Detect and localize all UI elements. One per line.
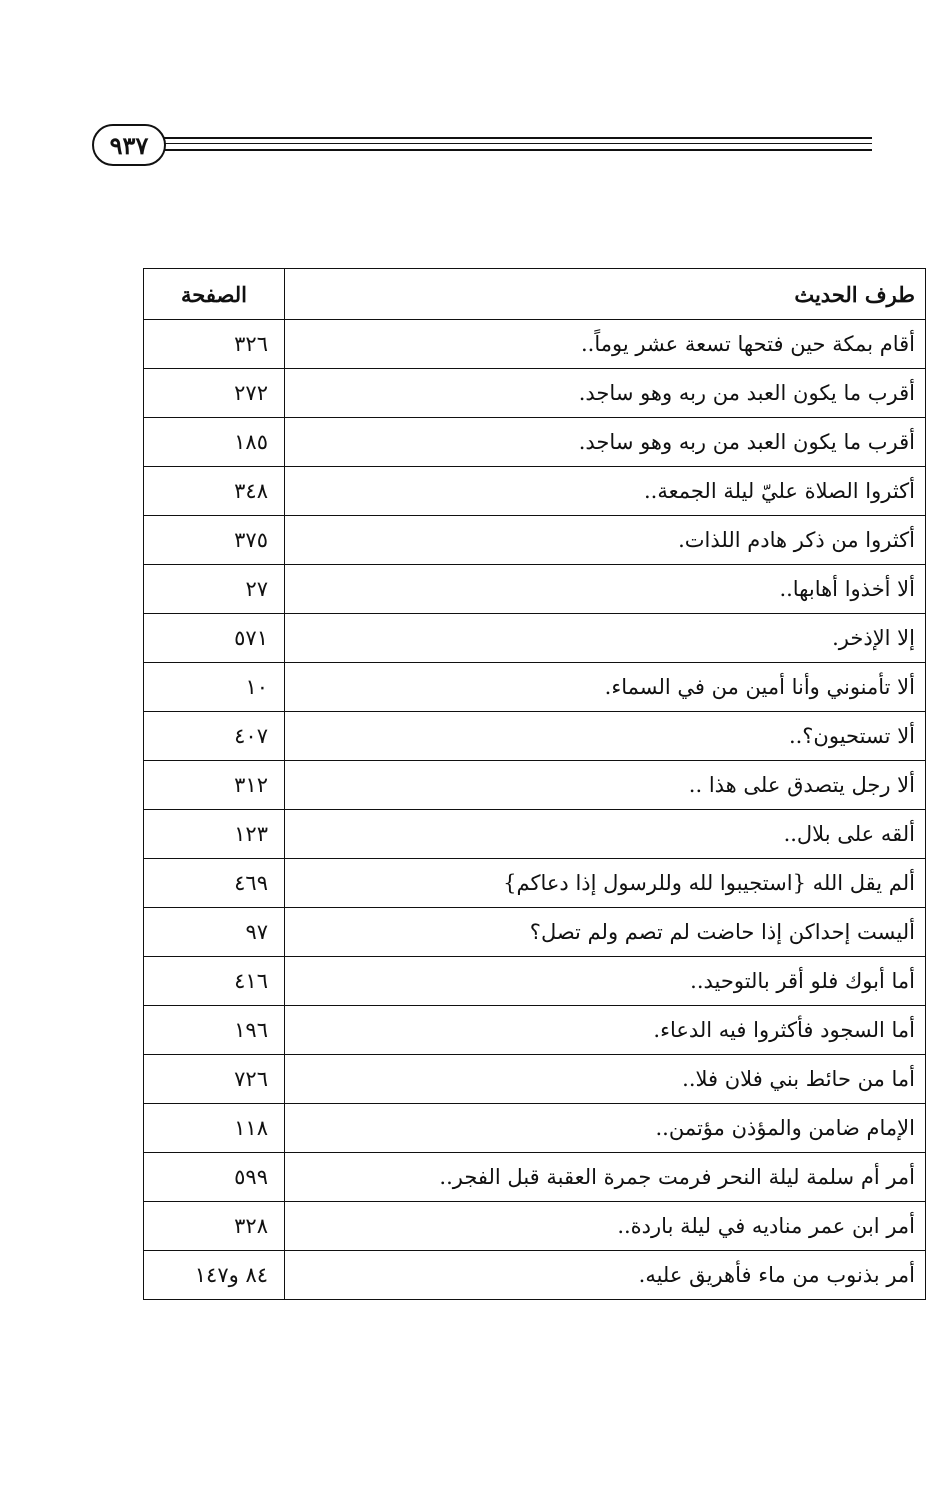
table-row: [144, 1104, 926, 1153]
table-row: [144, 565, 926, 614]
table-row: [144, 761, 926, 810]
page-number-cell: ٣١٢: [144, 761, 285, 810]
table-row: [144, 908, 926, 957]
header-rule: [160, 149, 872, 151]
page-number: ٩٣٧: [92, 124, 166, 166]
page-number-cell: ١١٨: [144, 1104, 285, 1153]
hadith-text-cell: أمر أم سلمة ليلة النحر فرمت جمرة العقبة قبل الفجر..: [285, 1153, 926, 1202]
page-header: [92, 122, 872, 166]
table-row: [144, 1153, 926, 1202]
hadith-text-cell: أليست إحداكن إذا حاضت لم تصم ولم تصل؟: [285, 908, 926, 957]
page-number-cell: ٩٧: [144, 908, 285, 957]
page-number-cell: ١٠: [144, 663, 285, 712]
page-number-cell: ٤٦٩: [144, 859, 285, 908]
page-number-cell: ٥٧١: [144, 614, 285, 663]
hadith-text-cell: ألا أخذوا أهابها..: [285, 565, 926, 614]
table-row: [144, 614, 926, 663]
hadith-text-cell: أما من حائط بني فلان فلا..: [285, 1055, 926, 1104]
hadith-text-cell: ألا تستحيون؟..: [285, 712, 926, 761]
header-rule: [160, 143, 872, 144]
table-row: [144, 1006, 926, 1055]
hadith-text-cell: إلا الإذخر.: [285, 614, 926, 663]
table-row: [144, 467, 926, 516]
hadith-text-cell: ألا تأمنوني وأنا أمين من في السماء.: [285, 663, 926, 712]
page-number-cell: ٨٤ و١٤٧: [144, 1251, 285, 1300]
hadith-text-cell: أما السجود فأكثروا فيه الدعاء.: [285, 1006, 926, 1055]
page-number-cell: ٣٧٥: [144, 516, 285, 565]
hadith-text-cell: أمر بذنوب من ماء فأهريق عليه.: [285, 1251, 926, 1300]
page-number-cell: ٧٢٦: [144, 1055, 285, 1104]
hadith-text-cell: ألقه على بلال..: [285, 810, 926, 859]
table-row: [144, 663, 926, 712]
hadith-text-cell: أما أبوك فلو أقر بالتوحيد..: [285, 957, 926, 1006]
hadith-text-cell: ألا رجل يتصدق على هذا ..: [285, 761, 926, 810]
page-number-cell: ١٢٣: [144, 810, 285, 859]
page-number-cell: ١٩٦: [144, 1006, 285, 1055]
table-row: [144, 1202, 926, 1251]
table-row: [144, 516, 926, 565]
table-row: [144, 712, 926, 761]
table-row: [144, 369, 926, 418]
table-row: [144, 810, 926, 859]
page-number-cell: ٤١٦: [144, 957, 285, 1006]
hadith-text-cell: أمر ابن عمر مناديه في ليلة باردة..: [285, 1202, 926, 1251]
hadith-text-cell: أكثروا الصلاة عليّ ليلة الجمعة..: [285, 467, 926, 516]
hadith-text-cell: أكثروا من ذكر هادم اللذات.: [285, 516, 926, 565]
page-number-cell: ٢٧٢: [144, 369, 285, 418]
table-row: [144, 1055, 926, 1104]
hadith-text-cell: أقرب ما يكون العبد من ربه وهو ساجد.: [285, 369, 926, 418]
table-row: [144, 1251, 926, 1300]
table-row: [144, 418, 926, 467]
page-number-cell: ٣٢٨: [144, 1202, 285, 1251]
hadith-text-cell: أقرب ما يكون العبد من ربه وهو ساجد.: [285, 418, 926, 467]
table-header-row: [144, 269, 926, 320]
page-number-cell: ٣٤٨: [144, 467, 285, 516]
table-row: [144, 320, 926, 369]
page-number-cell: ٤٠٧: [144, 712, 285, 761]
table-row: [144, 957, 926, 1006]
page-number-cell: ٥٩٩: [144, 1153, 285, 1202]
table-row: [144, 859, 926, 908]
hadith-text-cell: الإمام ضامن والمؤذن مؤتمن..: [285, 1104, 926, 1153]
hadith-index-table: [143, 268, 926, 1300]
page-number-cell: ٢٧: [144, 565, 285, 614]
page-number-cell: ١٨٥: [144, 418, 285, 467]
hadith-text-cell: أقام بمكة حين فتحها تسعة عشر يوماً..: [285, 320, 926, 369]
page-number-cell: ٣٢٦: [144, 320, 285, 369]
column-header-hadith: طرف الحديث: [285, 269, 926, 320]
header-rule: [160, 137, 872, 139]
column-header-page: الصفحة: [144, 269, 285, 320]
hadith-text-cell: ألم يقل الله {استجيبوا لله وللرسول إذا دعاكم}: [285, 859, 926, 908]
